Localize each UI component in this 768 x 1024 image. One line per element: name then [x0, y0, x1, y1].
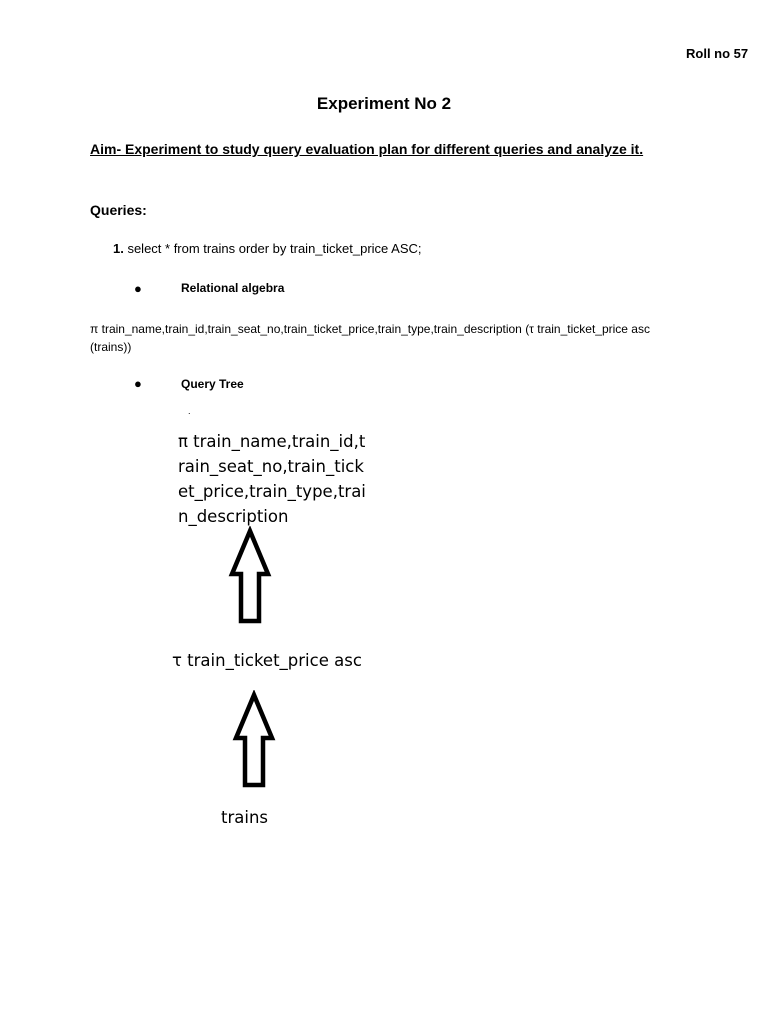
query-1 — [113, 241, 422, 256]
bullet-dot-icon: ● — [134, 376, 142, 391]
up-arrow-icon — [230, 690, 278, 790]
roll-number: Roll no 57 — [686, 46, 749, 61]
query-1-sql: select * from trains order by train_ticket_price ASC; — [123, 241, 422, 256]
tree-sort-node: τ train_ticket_price asc — [172, 651, 362, 670]
bullet-query-tree: Query Tree — [181, 377, 244, 391]
page-title: Experiment No 2 — [316, 94, 452, 113]
bullet-relational-algebra: Relational algebra — [181, 281, 285, 295]
projection-line: et_price,train_type,trai — [178, 482, 366, 501]
up-arrow-icon — [226, 526, 274, 626]
tree-leaf-node: trains — [221, 808, 269, 827]
aim-statement: Aim- Experiment to study query evaluation plan for different queries and analyze it. — [90, 141, 644, 157]
tree-projection-node — [178, 429, 366, 529]
queries-heading: Queries: — [90, 202, 147, 218]
projection-line: π train_name,train_id,t — [178, 432, 366, 451]
relational-algebra-expression: π train_name,train_id,train_seat_no,train_ticket_price,train_type,train_description (τ train_ticket_price asc (trains)) — [90, 322, 650, 354]
bullet-dot-icon: ● — [134, 281, 142, 296]
projection-line: rain_seat_no,train_tick — [178, 457, 364, 476]
stray-dot: . — [188, 406, 191, 416]
projection-line: n_description — [178, 507, 289, 526]
query-1-number: 1. — [113, 241, 124, 256]
